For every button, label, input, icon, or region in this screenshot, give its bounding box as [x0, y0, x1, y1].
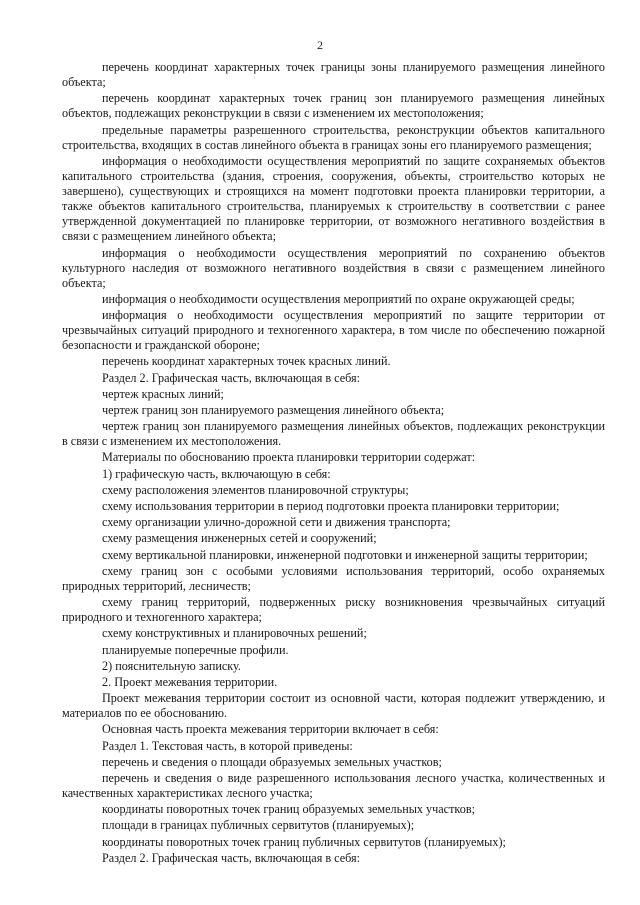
paragraph: схему организации улично-дорожной сети и движения транспорта; [102, 515, 451, 530]
paragraph: 2) пояснительную записку. [102, 658, 241, 673]
paragraph: чертеж границ зон планируемого размещения линейных объектов, подлежащих реконструкции в связи с изменением их местоположения. [62, 419, 605, 449]
paragraph: чертеж границ зон планируемого размещения линейного объекта; [102, 403, 445, 417]
paragraph: перечень и сведения о площади образуемых земельных участков; [102, 754, 442, 769]
paragraph: Основная часть проекта межевания территории включает в себя: [102, 722, 439, 737]
paragraph: схему границ зон с особыми условиями использования территорий, особо охраняемых природных территорий, лесничеств; [62, 563, 605, 593]
paragraph: перечень и сведения о виде разрешенного использования лесного участка, количественных и качественных характеристиках лесного участка; [62, 770, 605, 801]
paragraph: координаты поворотных точек границ публичных сервитутов (планируемых); [102, 834, 506, 849]
paragraph: планируемые поперечные профили. [102, 642, 289, 657]
paragraph: схему расположения элементов планировочной структуры; [102, 482, 409, 497]
paragraph: информация о необходимости осуществления мероприятий по сохранению объектов культурного наследия от возможного негативного воздействия в связи с размещением линейного объекта; [62, 245, 605, 290]
paragraph: информация о необходимости осуществления мероприятий по защите территории от чрезвычайных ситуаций природного и техногенного характера, в том числе по обеспечению пожарной безопасности и гражданской обороне; [62, 308, 605, 353]
paragraph: Раздел 1. Текстовая часть, в которой приведены: [102, 738, 353, 753]
paragraph: 1) графическую часть, включающую в себя: [102, 466, 331, 481]
paragraph: 2. Проект межевания территории. [102, 674, 278, 689]
paragraph: Проект межевания территории состоит из основной части, которая подлежит утверждению, и материалов по ее обоснованию. [62, 691, 605, 721]
paragraph: схему использования территории в период подготовки проекта планировки территории; [102, 499, 560, 514]
document-body [62, 60, 605, 867]
paragraph: координаты поворотных точек границ образуемых земельных участков; [102, 802, 475, 817]
paragraph: Раздел 2. Графическая часть, включающая в себя: [102, 370, 361, 385]
paragraph: предельные параметры разрешенного строительства, реконструкции объектов капитального строительства, входящих в состав линейного объекта в границах зоны его планируемого размещения; [62, 122, 605, 152]
paragraph: площади в границах публичных сервитутов (планируемых); [102, 818, 415, 833]
paragraph: Раздел 2. Графическая часть, включающая в себя: [102, 850, 361, 865]
paragraph: информация о необходимости осуществления мероприятий по защите сохраняемых объектов капитального строительства (здания, строения, сооружения, объекты, строительство которых не завершено), существующих и строящихся на момент подготовки проекта планировки территории, а также объектов капитального строительства, планируемых к строительству в соответствии с ранее утвержденной документацией по планировке территории, от возможного негативного воздействия в связи с размещением линейного объекта; [62, 153, 605, 244]
paragraph: схему границ территорий, подверженных риску возникновения чрезвычайных ситуаций природного и техногенного характера; [62, 595, 605, 625]
paragraph: информация о необходимости осуществления мероприятий по охране окружающей среды; [102, 291, 575, 306]
paragraph: схему вертикальной планировки, инженерной подготовки и инженерной защиты территории; [102, 547, 588, 562]
paragraph: схему размещения инженерных сетей и сооружений; [102, 531, 377, 546]
paragraph: чертеж красных линий; [102, 386, 224, 401]
paragraph: схему конструктивных и планировочных решений; [102, 626, 367, 641]
page-number: 2 [317, 38, 323, 52]
paragraph: перечень координат характерных точек границ зон планируемого размещения линейных объектов, подлежащих реконструкции в связи с изменением их местоположения; [62, 91, 605, 121]
paragraph: перечень координат характерных точек красных линий. [102, 354, 391, 369]
paragraph: Материалы по обоснованию проекта планировки территории содержат: [102, 450, 476, 465]
paragraph: перечень координат характерных точек границы зоны планируемого размещения линейного объекта; [62, 60, 605, 90]
